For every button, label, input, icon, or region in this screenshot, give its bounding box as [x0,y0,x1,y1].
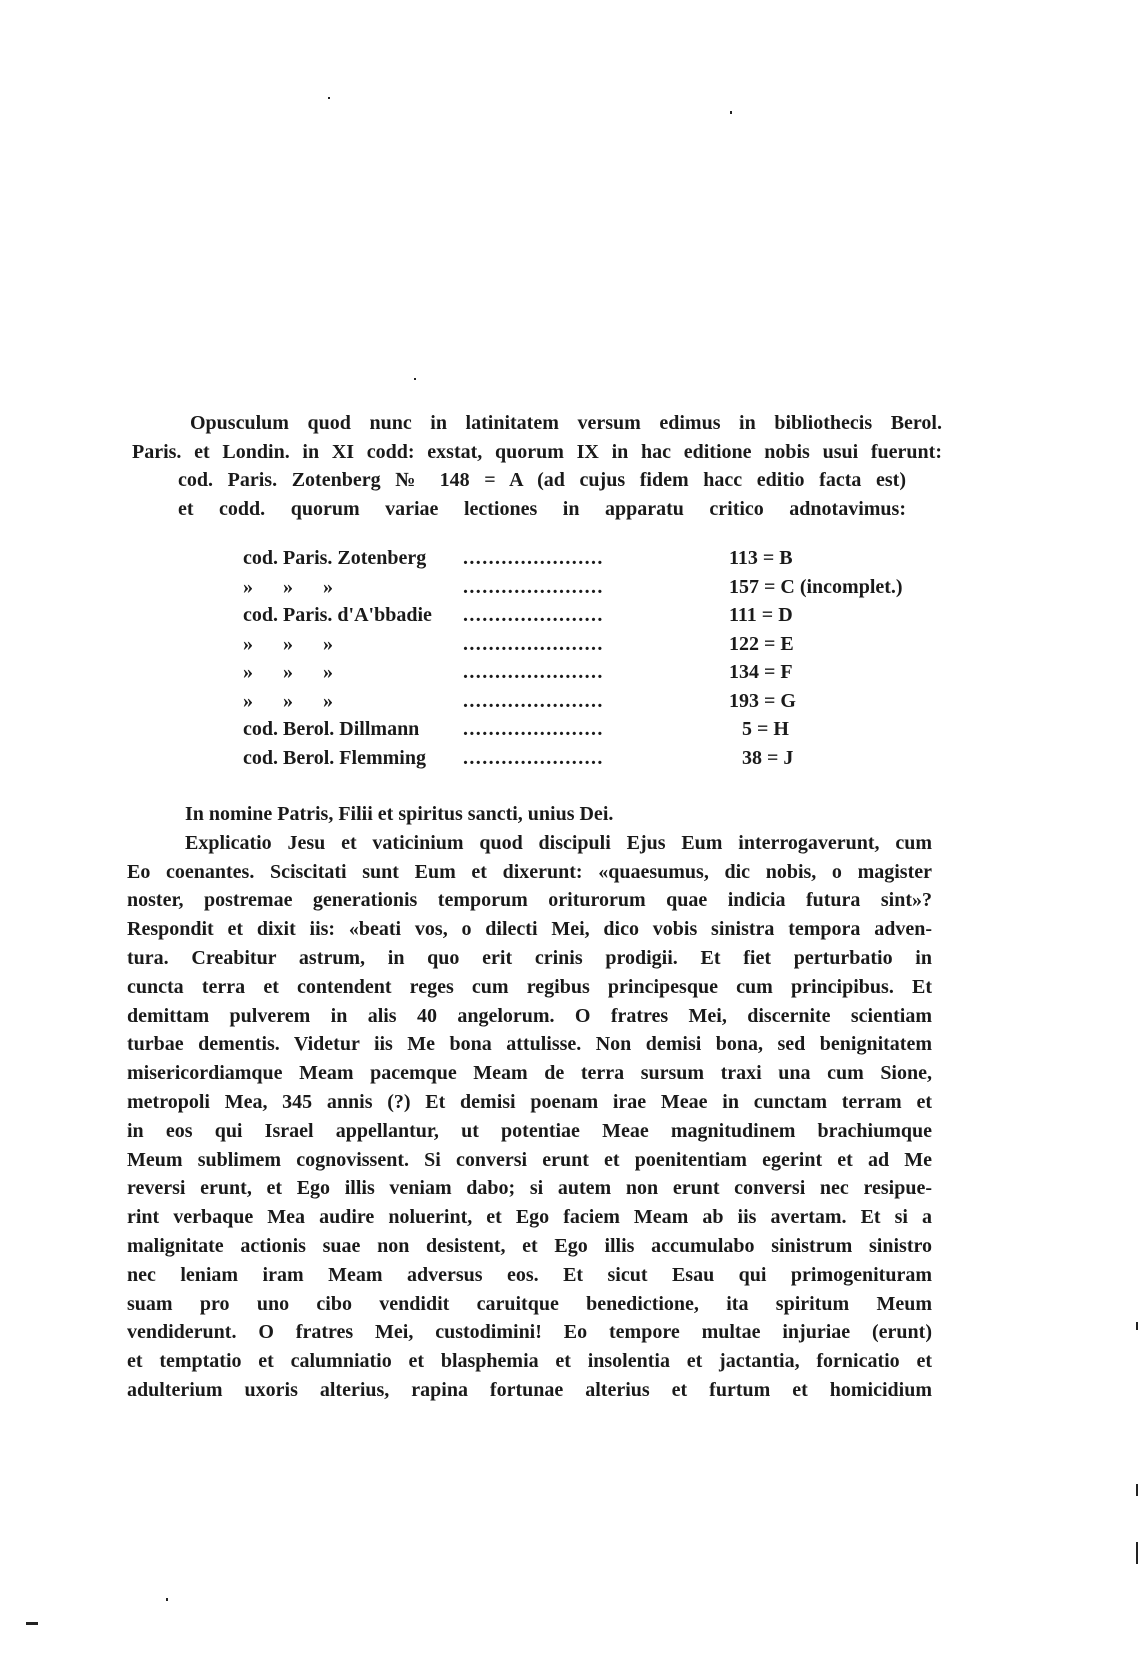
text-line: reversi erunt, et Ego illis veniam dabo; si autem non erunt conversi nec resipue- [127,1177,932,1200]
print-speck [730,111,732,114]
text-line: Eo coenantes. Sciscitati sunt Eum et dixerunt: «quaesumus, dic nobis, o magister [127,860,932,883]
codex-siglum: 122 = E [729,632,794,655]
codex-siglum: 193 = G [729,689,796,712]
codex-leader: ...................... [463,661,604,683]
codex-row [243,573,943,602]
codices-list [243,544,943,772]
codex-leader: ...................... [463,604,604,626]
codex-label: cod. Berol. Flemming [243,746,426,769]
codex-row [243,744,943,773]
codex-row [243,658,943,687]
text-line: tura. Creabitur astrum, in quo erit crinis prodigii. Et fiet perturbatio in [127,946,932,969]
codex-label: cod. Paris. d'A'bbadie [243,604,432,626]
intro-line: et codd. quorum variae lectiones in apparatu critico adnotavimus: [178,497,906,520]
text-line: vendiderunt. O fratres Mei, custodimini! Eo tempore multae injuriae (erunt) [127,1321,932,1344]
text-line: metropoli Mea, 345 annis (?) Et demisi poenam irae Meae in cunctam terram et [127,1090,932,1113]
codex-row [243,715,943,744]
margin-line [1136,1322,1138,1330]
text-line: rint verbaque Mea audire noluerint, et Ego faciem Meam ab iis avertam. Et si a [127,1206,932,1229]
margin-line [1136,1542,1138,1564]
margin-line [1136,1484,1138,1496]
codex-siglum: 38 = J [742,746,794,769]
text-line: cuncta terra et contendent reges cum regibus principesque cum principibus. Et [127,975,932,998]
codex-row [243,601,943,630]
codex-label: » » » [243,575,333,598]
codex-leader: ...................... [463,746,604,769]
codex-leader: ...................... [463,547,604,569]
codex-label: » » » [243,661,333,683]
intro-line: cod. Paris. Zotenberg № 148 = A (ad cujus fidem hacc editio facta est) [178,469,906,491]
codex-label: » » » [243,689,333,712]
text-line: in eos qui Israel appellantur, ut potentiae Meae magnitudinem brachiumque [127,1119,932,1142]
codex-siglum: 111 = D [729,604,793,626]
text-line: malignitate actionis suae non desistent, et Ego illis accumulabo sinistrum sinistro [127,1234,932,1257]
intro-line: Opusculum quod nunc in latinitatem versum edimus in bibliothecis Berol. [190,412,942,434]
intro-line: Paris. et Londin. in XI codd: exstat, quorum IX in hac editione nobis usui fuerunt: [132,440,942,463]
codex-row [243,544,943,573]
text-line: et temptatio et calumniatio et blasphemia et insolentia et jactantia, fornicatio et [127,1350,932,1373]
codex-label: » » » [243,632,333,655]
print-speck [414,378,416,380]
codex-row [243,630,943,659]
main-text [127,800,932,1405]
codex-label: cod. Paris. Zotenberg [243,547,427,569]
text-line: adulterium uxoris alterius, rapina fortunae alterius et furtum et homicidium [127,1378,932,1401]
codex-leader: ...................... [463,718,604,740]
codex-siglum: 134 = F [729,661,793,683]
print-speck [166,1598,168,1601]
codex-leader: ...................... [463,632,604,655]
text-line: nec leniam iram Meam adversus eos. Et sicut Esau qui primogenituram [127,1263,932,1286]
text-line: turbae dementis. Videtur iis Me bona attulisse. Non demisi bona, sed benignitatem [127,1033,932,1056]
text-line: misericordiamque Meam pacemque Meam de terra sursum traxi una cum Sione, [127,1062,932,1085]
codex-siglum: 113 = B [729,547,793,569]
codex-leader: ...................... [463,689,604,712]
codex-siglum: 157 = C (incomplet.) [729,575,903,598]
text-line: Explicatio Jesu et vaticinium quod discipuli Ejus Eum interrogaverunt, cum [185,831,932,854]
codex-leader: ...................... [463,575,604,598]
codex-row [243,687,943,716]
text-line: In nomine Patris, Filii et spiritus sancti, unius Dei. [185,803,614,825]
codex-siglum: 5 = H [742,718,789,740]
text-line: suam pro uno cibo vendidit caruitque benedictione, ita spiritum Meum [127,1292,932,1315]
print-speck [26,1622,38,1625]
text-line: demittam pulverem in alis 40 angelorum. O fratres Mei, discernite scientiam [127,1004,932,1027]
intro-paragraph [132,409,942,523]
codex-label: cod. Berol. Dillmann [243,718,420,740]
text-line: Meum sublimem cognovissent. Si conversi erunt et poenitentiam egerint et ad Me [127,1148,932,1171]
text-line: noster, postremae generationis temporum oriturorum quae indicia futura sint»? [127,889,932,912]
print-speck [328,97,330,99]
text-line: Respondit et dixit iis: «beati vos, o dilecti Mei, dico vobis sinistra tempora adven- [127,918,932,941]
